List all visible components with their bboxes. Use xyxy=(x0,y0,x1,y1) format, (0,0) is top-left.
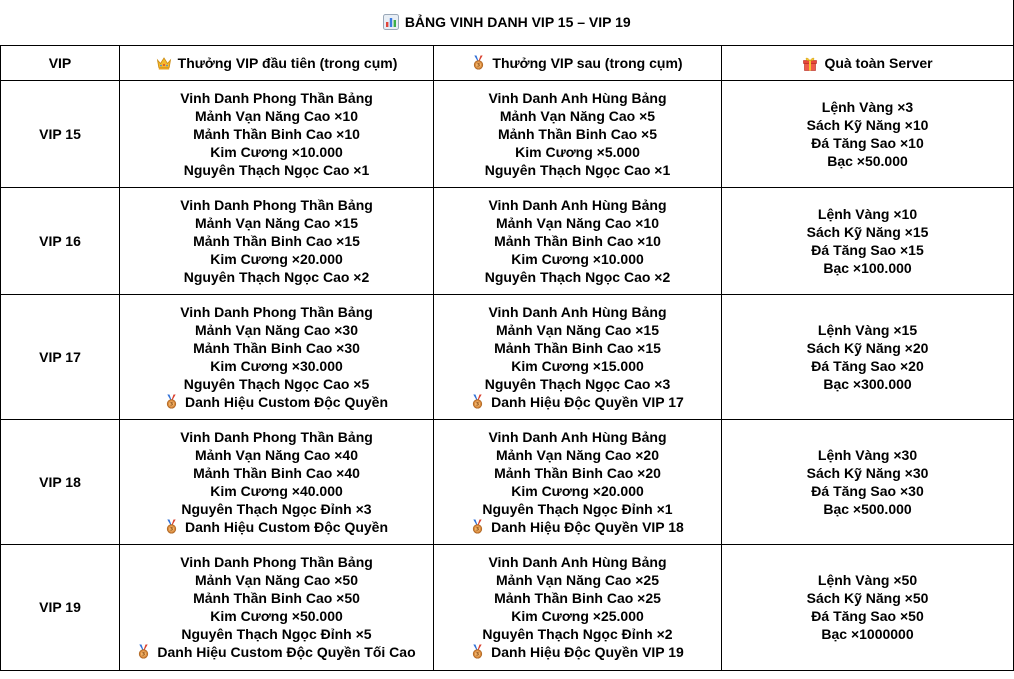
header-row xyxy=(1,45,1014,80)
vip-level-cell: VIP 15 xyxy=(1,80,120,187)
reward-line: Vinh Danh Anh Hùng Bảng xyxy=(488,303,667,320)
reward-line: Đá Tăng Sao ×20 xyxy=(811,357,924,374)
header-server-gift xyxy=(722,45,1014,80)
title-badge-line xyxy=(120,643,433,661)
table-row xyxy=(1,544,1014,670)
reward-line: Mảnh Thần Binh Cao ×5 xyxy=(497,125,658,142)
reward-line: Vinh Danh Phong Thần Bảng xyxy=(180,428,373,445)
reward-line: Đá Tăng Sao ×30 xyxy=(811,482,924,499)
medal-icon xyxy=(165,394,178,409)
vip-level-cell: VIP 16 xyxy=(1,187,120,294)
reward-line: Bạc ×1000000 xyxy=(821,626,914,642)
reward-line: Kim Cương ×20.000 xyxy=(511,482,644,499)
reward-line: Kim Cương ×15.000 xyxy=(511,357,644,374)
table-row xyxy=(1,419,1014,544)
reward-line: Mảnh Thần Binh Cao ×15 xyxy=(494,339,661,356)
reward-line: Vinh Danh Phong Thần Bảng xyxy=(180,554,373,570)
reward-line: Mảnh Thần Binh Cao ×40 xyxy=(193,464,360,481)
first-reward-cell xyxy=(120,187,434,294)
header-first-reward-label: Thưởng VIP đầu tiên (trong cụm) xyxy=(177,54,398,71)
after-reward-cell xyxy=(434,294,722,419)
after-reward-cell xyxy=(434,187,722,294)
table-row xyxy=(1,80,1014,187)
reward-line: Mảnh Thần Binh Cao ×10 xyxy=(494,232,661,249)
reward-line: Mảnh Thần Binh Cao ×25 xyxy=(494,590,661,606)
reward-line: Vinh Danh Anh Hùng Bảng xyxy=(488,428,667,445)
title-row xyxy=(1,0,1014,45)
after-reward-cell xyxy=(434,419,722,544)
reward-line: Mảnh Thần Binh Cao ×20 xyxy=(494,464,661,481)
header-after-reward xyxy=(434,45,722,80)
reward-line: Đá Tăng Sao ×15 xyxy=(811,241,924,258)
reward-line: Lệnh Vàng ×30 xyxy=(817,446,918,463)
reward-line: Nguyên Thạch Ngọc Đỉnh ×3 xyxy=(181,500,372,517)
first-reward-cell xyxy=(120,80,434,187)
reward-line: Lệnh Vàng ×3 xyxy=(821,98,914,115)
medal-icon xyxy=(137,644,150,659)
reward-line: Đá Tăng Sao ×10 xyxy=(811,134,924,151)
reward-line: Nguyên Thạch Ngọc Cao ×3 xyxy=(484,375,671,392)
title-badge-line xyxy=(120,393,433,411)
reward-line: Mảnh Vạn Năng Cao ×40 xyxy=(195,446,358,463)
reward-line: Mảnh Vạn Năng Cao ×5 xyxy=(499,107,656,124)
medal-icon xyxy=(471,394,484,409)
reward-line: Sách Kỹ Năng ×30 xyxy=(806,464,929,481)
table-row xyxy=(1,294,1014,419)
title-badge-line xyxy=(434,518,721,536)
header-server-gift-label: Quà toàn Server xyxy=(824,54,933,71)
first-reward-cell xyxy=(120,544,434,670)
vip-level-cell: VIP 17 xyxy=(1,294,120,419)
reward-line: Mảnh Vạn Năng Cao ×15 xyxy=(496,321,659,338)
vip-level-cell: VIP 19 xyxy=(1,544,120,670)
reward-line: Nguyên Thạch Ngọc Cao ×1 xyxy=(183,161,370,178)
reward-line: Nguyên Thạch Ngọc Cao ×1 xyxy=(484,161,671,178)
medal-icon xyxy=(471,519,484,534)
medal-icon xyxy=(471,644,484,659)
reward-line: Nguyên Thạch Ngọc Đỉnh ×5 xyxy=(181,626,372,642)
reward-line: Kim Cương ×5.000 xyxy=(515,143,640,160)
medal-icon xyxy=(165,519,178,534)
reward-line: Lệnh Vàng ×15 xyxy=(817,321,918,338)
reward-line: Bạc ×100.000 xyxy=(823,259,912,276)
reward-line: Mảnh Vạn Năng Cao ×50 xyxy=(195,572,358,588)
server-gift-cell xyxy=(722,80,1014,187)
header-first-reward xyxy=(120,45,434,80)
reward-line: Vinh Danh Phong Thần Bảng xyxy=(180,89,373,106)
reward-line: Sách Kỹ Năng ×20 xyxy=(806,339,929,356)
reward-line: Bạc ×300.000 xyxy=(823,375,912,392)
server-gift-cell xyxy=(722,419,1014,544)
reward-line: Mảnh Thần Binh Cao ×50 xyxy=(193,590,360,606)
reward-line: Nguyên Thạch Ngọc Cao ×5 xyxy=(183,375,370,392)
reward-line: Mảnh Thần Binh Cao ×30 xyxy=(193,339,360,356)
gift-icon xyxy=(802,55,818,71)
reward-line: Lệnh Vàng ×10 xyxy=(817,205,918,222)
header-after-reward-label: Thưởng VIP sau (trong cụm) xyxy=(492,54,683,71)
title-badge-line xyxy=(434,643,721,661)
reward-line: Sách Kỹ Năng ×10 xyxy=(806,116,929,133)
title-badge-text: Danh Hiệu Độc Quyền VIP 18 xyxy=(491,518,684,535)
medal-icon xyxy=(472,55,485,70)
reward-line: Mảnh Vạn Năng Cao ×10 xyxy=(496,214,659,231)
reward-line: Kim Cương ×30.000 xyxy=(210,357,343,374)
reward-line: Nguyên Thạch Ngọc Đỉnh ×2 xyxy=(482,626,673,642)
reward-line: Bạc ×500.000 xyxy=(823,500,912,517)
title-badge-line xyxy=(434,393,721,411)
server-gift-cell xyxy=(722,294,1014,419)
reward-line: Mảnh Thần Binh Cao ×15 xyxy=(193,232,360,249)
after-reward-cell xyxy=(434,80,722,187)
table-title xyxy=(1,0,1014,45)
reward-line: Kim Cương ×50.000 xyxy=(210,608,343,624)
reward-line: Vinh Danh Anh Hùng Bảng xyxy=(488,196,667,213)
reward-line: Sách Kỹ Năng ×15 xyxy=(806,223,929,240)
reward-line: Mảnh Vạn Năng Cao ×15 xyxy=(195,214,358,231)
vip-level-cell: VIP 18 xyxy=(1,419,120,544)
reward-line: Nguyên Thạch Ngọc Đỉnh ×1 xyxy=(482,500,673,517)
reward-line: Kim Cương ×20.000 xyxy=(210,250,343,267)
reward-line: Vinh Danh Phong Thần Bảng xyxy=(180,196,373,213)
reward-line: Vinh Danh Anh Hùng Bảng xyxy=(488,89,667,106)
title-badge-text: Danh Hiệu Custom Độc Quyền Tối Cao xyxy=(157,644,416,660)
reward-line: Mảnh Thần Binh Cao ×10 xyxy=(193,125,360,142)
reward-line: Sách Kỹ Năng ×50 xyxy=(806,590,929,606)
first-reward-cell xyxy=(120,419,434,544)
reward-line: Kim Cương ×10.000 xyxy=(511,250,644,267)
reward-line: Bạc ×50.000 xyxy=(827,152,908,169)
after-reward-cell xyxy=(434,544,722,670)
header-vip: VIP xyxy=(1,45,120,80)
reward-line: Kim Cương ×25.000 xyxy=(511,608,644,624)
server-gift-cell xyxy=(722,187,1014,294)
reward-line: Vinh Danh Anh Hùng Bảng xyxy=(488,554,667,570)
reward-line: Nguyên Thạch Ngọc Cao ×2 xyxy=(484,268,671,285)
reward-line: Kim Cương ×10.000 xyxy=(210,143,343,160)
reward-line: Nguyên Thạch Ngọc Cao ×2 xyxy=(183,268,370,285)
bar-chart-icon xyxy=(383,14,399,30)
first-reward-cell xyxy=(120,294,434,419)
reward-line: Mảnh Vạn Năng Cao ×25 xyxy=(496,572,659,588)
table-title-text: BẢNG VINH DANH VIP 15 – VIP 19 xyxy=(404,14,631,31)
title-badge-line xyxy=(120,518,433,536)
reward-line: Mảnh Vạn Năng Cao ×20 xyxy=(496,446,659,463)
server-gift-cell xyxy=(722,544,1014,670)
title-badge-text: Danh Hiệu Độc Quyền VIP 17 xyxy=(491,393,684,410)
crown-icon xyxy=(156,55,172,71)
title-badge-text: Danh Hiệu Custom Độc Quyền xyxy=(184,393,389,410)
reward-line: Đá Tăng Sao ×50 xyxy=(811,608,924,624)
reward-line: Kim Cương ×40.000 xyxy=(210,482,343,499)
table-row xyxy=(1,187,1014,294)
reward-line: Mảnh Vạn Năng Cao ×30 xyxy=(195,321,358,338)
reward-line: Mảnh Vạn Năng Cao ×10 xyxy=(195,107,358,124)
reward-line: Lệnh Vàng ×50 xyxy=(817,572,918,588)
title-badge-text: Danh Hiệu Độc Quyền VIP 19 xyxy=(491,644,684,660)
title-badge-text: Danh Hiệu Custom Độc Quyền xyxy=(184,518,389,535)
reward-line: Vinh Danh Phong Thần Bảng xyxy=(180,303,373,320)
